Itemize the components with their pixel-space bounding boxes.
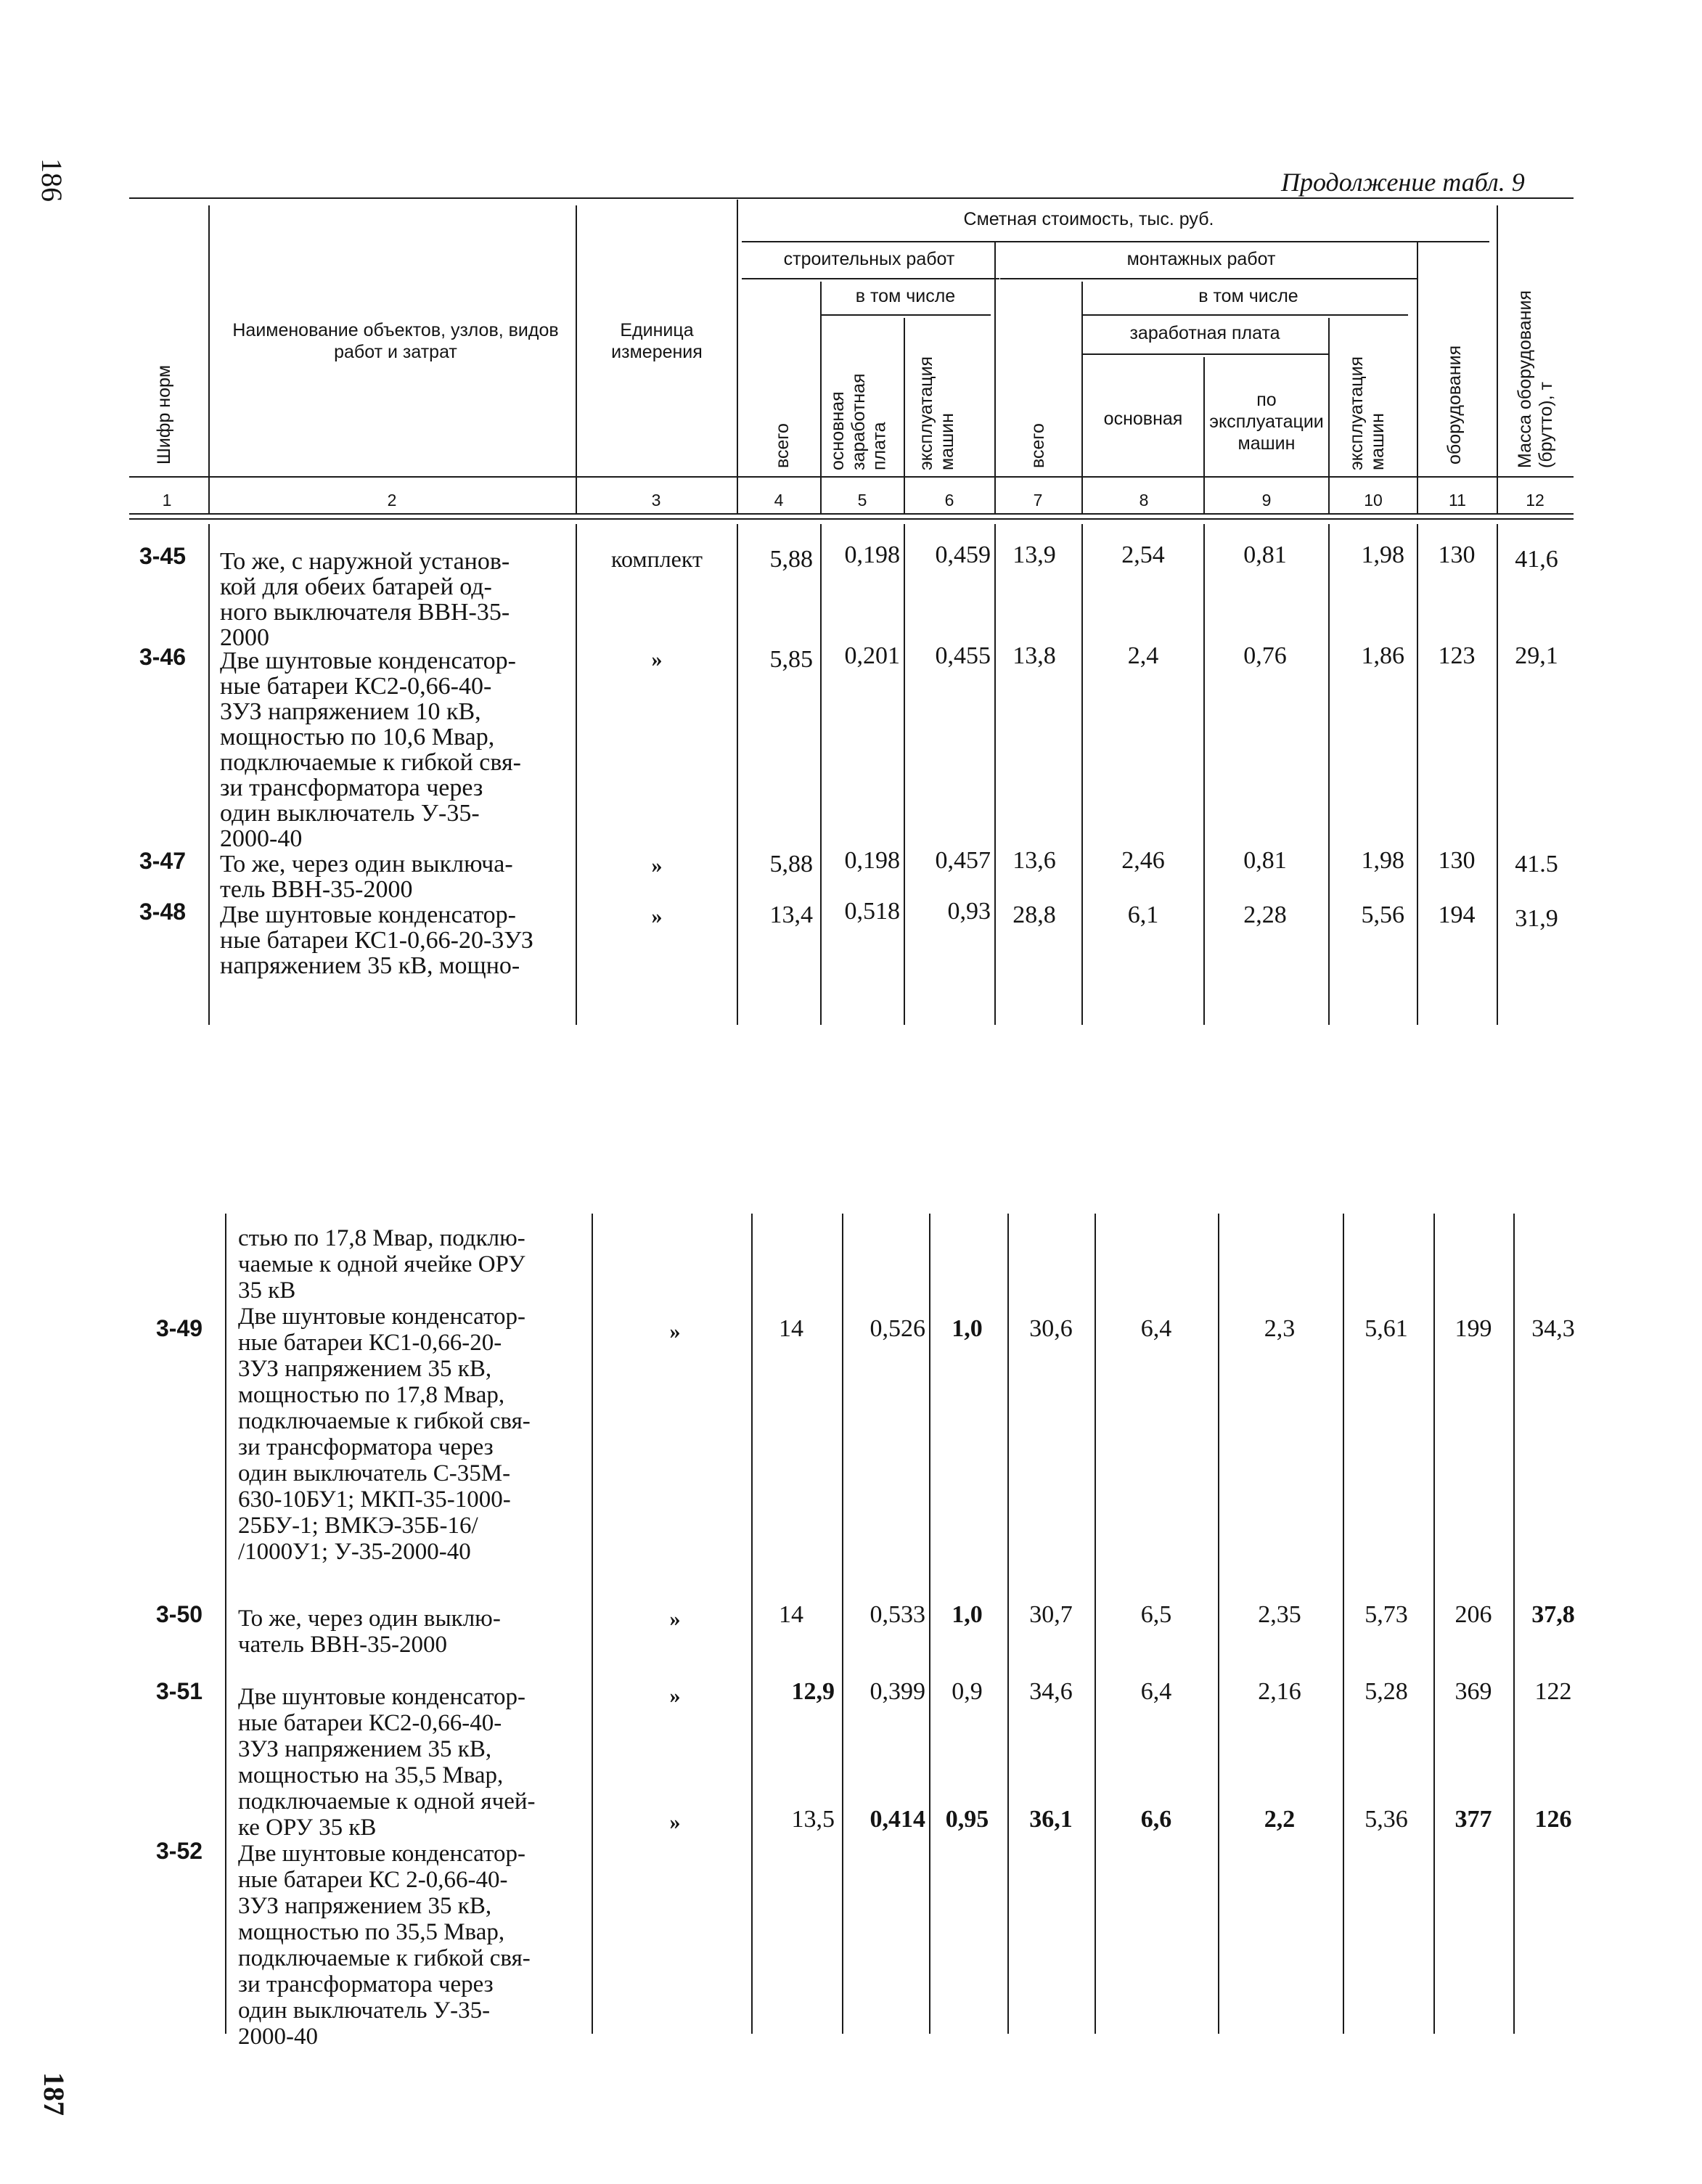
header-basic: основная xyxy=(1103,409,1183,429)
row-description: Две шунтовые конденсатор- ные батареи КС1-0,66-20-3УЗ напряжением 35 кВ, мощно- xyxy=(220,901,533,979)
value-machines: 1,98 xyxy=(1361,541,1404,568)
col-number: 11 xyxy=(1449,491,1466,510)
value-mass: 37,8 xyxy=(1531,1601,1575,1628)
header-machines: эксплуатация машин xyxy=(916,356,957,470)
row-unit: » xyxy=(651,647,663,671)
value-machines: 5,61 xyxy=(1365,1315,1408,1342)
col-number: 6 xyxy=(944,491,954,510)
row-code: 3-48 xyxy=(139,899,187,925)
row-description: Две шунтовые конденсатор- ные батареи КС2-0,66-40- 3УЗ напряжением 10 кВ, мощностью по 10,6 Мвар, подключаемые к гибкой свя- зи трансформатора через один выключатель У-35- 2000-40 xyxy=(220,647,521,852)
value-machines: 1,86 xyxy=(1361,642,1404,669)
value-basic-wage: 6,5 xyxy=(1140,1601,1172,1628)
value-machine-wage: 2,16 xyxy=(1258,1678,1301,1705)
value-construction-total: 14 xyxy=(779,1315,803,1342)
row-code: 3-52 xyxy=(156,1838,203,1864)
value-construction-machines: 0,455 xyxy=(935,642,991,669)
value-construction-wage: 0,198 xyxy=(844,541,900,568)
row-description: Две шунтовые конденсатор- ные батареи КС 2-0,66-40- 3УЗ напряжением 35 кВ, мощностью по 35,5 Мвар, подключаемые к гибкой свя- зи трансформатора через один выключатель У-35- 2000-40 xyxy=(238,1841,531,2050)
col-number: 10 xyxy=(1364,491,1383,510)
header-wages: заработная плата xyxy=(1129,323,1280,343)
value-construction-machines: 0,93 xyxy=(947,898,991,925)
header-construction: строительных работ xyxy=(783,249,955,269)
value-mass: 41.5 xyxy=(1515,851,1558,878)
value-equipment: 130 xyxy=(1438,847,1476,874)
value-equipment: 369 xyxy=(1455,1678,1492,1705)
value-machine-wage: 2,2 xyxy=(1264,1806,1296,1833)
value-construction-wage: 0,518 xyxy=(844,898,900,925)
row-code: 3-49 xyxy=(156,1315,203,1341)
value-basic-wage: 2,46 xyxy=(1121,847,1165,874)
value-construction-machines: 0,95 xyxy=(945,1806,989,1833)
value-installation-total: 36,1 xyxy=(1029,1806,1073,1833)
value-construction-total: 14 xyxy=(779,1601,803,1628)
value-machines: 1,98 xyxy=(1361,847,1404,874)
header-machines2: эксплуатация машин xyxy=(1346,356,1388,470)
header-installation: монтажных работ xyxy=(1126,249,1276,269)
col-number: 4 xyxy=(774,491,784,510)
row-unit: комплект xyxy=(611,546,703,572)
value-basic-wage: 6,4 xyxy=(1140,1678,1172,1705)
value-equipment: 199 xyxy=(1455,1315,1492,1342)
value-basic-wage: 6,6 xyxy=(1140,1806,1172,1833)
header-code: Шифр норм xyxy=(154,364,174,465)
col-number: 7 xyxy=(1033,491,1043,510)
header-base-wage: основная заработная плата xyxy=(827,373,890,470)
value-construction-machines: 1,0 xyxy=(952,1315,983,1342)
value-construction-wage: 0,399 xyxy=(870,1678,925,1705)
value-machines: 5,36 xyxy=(1365,1806,1408,1833)
row-description: То же, через один выключа- тель ВВН-35-2000 xyxy=(220,851,513,903)
value-mass: 34,3 xyxy=(1531,1315,1575,1342)
value-basic-wage: 6,1 xyxy=(1127,901,1159,928)
value-construction-wage: 0,201 xyxy=(844,642,900,669)
value-mass: 29,1 xyxy=(1515,642,1558,669)
value-machine-wage: 2,28 xyxy=(1243,901,1287,928)
value-mass: 31,9 xyxy=(1515,905,1558,932)
value-mass: 126 xyxy=(1534,1806,1572,1833)
value-construction-wage: 0,414 xyxy=(870,1806,925,1833)
table-caption: Продолжение табл. 9 xyxy=(1281,168,1525,197)
value-installation-total: 13,8 xyxy=(1012,642,1056,669)
header-unit: Единица измерения xyxy=(611,320,703,362)
row-description: То же, через один выклю- чатель ВВН-35-2000 xyxy=(238,1606,501,1658)
value-construction-total: 13,5 xyxy=(791,1806,835,1833)
value-mass: 122 xyxy=(1534,1678,1572,1705)
col-number: 3 xyxy=(651,491,661,510)
value-construction-total: 5,88 xyxy=(769,851,813,878)
value-construction-machines: 0,9 xyxy=(952,1678,983,1705)
value-machines: 5,28 xyxy=(1365,1678,1408,1705)
value-installation-total: 28,8 xyxy=(1012,901,1056,928)
value-construction-wage: 0,526 xyxy=(870,1315,925,1342)
value-construction-total: 13,4 xyxy=(769,901,813,928)
value-machines: 5,56 xyxy=(1361,901,1404,928)
value-machine-wage: 0,81 xyxy=(1243,847,1287,874)
value-basic-wage: 2,4 xyxy=(1127,642,1159,669)
value-machines: 5,73 xyxy=(1365,1601,1408,1628)
value-machine-wage: 0,81 xyxy=(1243,541,1287,568)
row-description: То же, с наружной установ- кой для обеих батарей од- ного выключателя ВВН-35- 2000 xyxy=(220,548,510,651)
row-unit: » xyxy=(651,904,663,928)
value-construction-wage: 0,533 xyxy=(870,1601,925,1628)
header-total2: всего xyxy=(1028,423,1048,468)
value-construction-total: 5,85 xyxy=(769,646,813,673)
page-number-bottom: 187 xyxy=(38,2072,70,2116)
value-construction-wage: 0,198 xyxy=(844,847,900,874)
col-number: 2 xyxy=(387,491,397,510)
row-unit: » xyxy=(669,1320,681,1343)
value-construction-machines: 1,0 xyxy=(952,1601,983,1628)
col-number: 8 xyxy=(1139,491,1149,510)
value-installation-total: 30,6 xyxy=(1029,1315,1073,1342)
row-description-continuation: стью по 17,8 Мвар, подклю- чаемые к одной ячейке ОРУ 35 кВ xyxy=(238,1225,525,1304)
row-code: 3-50 xyxy=(156,1601,203,1627)
value-installation-total: 13,9 xyxy=(1012,541,1056,568)
row-code: 3-47 xyxy=(139,848,187,874)
header-including2: в том числе xyxy=(1198,286,1298,306)
row-unit: » xyxy=(669,1684,681,1708)
row-unit: » xyxy=(669,1810,681,1834)
value-construction-machines: 0,457 xyxy=(935,847,991,874)
value-mass: 41,6 xyxy=(1515,546,1558,573)
value-equipment: 377 xyxy=(1455,1806,1492,1833)
row-code: 3-51 xyxy=(156,1678,203,1704)
row-unit: » xyxy=(669,1607,681,1631)
row-description: Две шунтовые конденсатор- ные батареи КС2-0,66-40- 3УЗ напряжением 35 кВ, мощностью на 35,5 Мвар, подключаемые к одной ячей- ке ОРУ 35 кВ xyxy=(238,1684,536,1841)
header-total: всего xyxy=(772,423,793,468)
header-machine-ops: по эксплуатации машин xyxy=(1209,390,1324,454)
value-machine-wage: 2,35 xyxy=(1258,1601,1301,1628)
value-installation-total: 30,7 xyxy=(1029,1601,1073,1628)
row-description: Две шунтовые конденсатор- ные батареи КС1-0,66-20- 3УЗ напряжением 35 кВ, мощностью по 17,8 Мвар, подключаемые к гибкой свя- зи трансформатора через один выключатель С-35М- 630-10БУ1; МКП-35-1000- 25БУ-1; ВМКЭ-35Б-16/ /1000У1; У-35-2000-40 xyxy=(238,1304,531,1565)
value-equipment: 194 xyxy=(1438,901,1476,928)
header-equipment: оборудования xyxy=(1444,345,1465,465)
header-mass: Масса оборудования (брутто), т xyxy=(1515,290,1556,468)
col-number: 9 xyxy=(1261,491,1272,510)
value-equipment: 123 xyxy=(1438,642,1476,669)
value-machine-wage: 2,3 xyxy=(1264,1315,1296,1342)
value-basic-wage: 6,4 xyxy=(1140,1315,1172,1342)
col-number: 5 xyxy=(857,491,867,510)
row-unit: » xyxy=(651,854,663,878)
value-equipment: 130 xyxy=(1438,541,1476,568)
row-code: 3-45 xyxy=(139,543,187,569)
header-including: в том числе xyxy=(855,286,956,306)
value-construction-total: 12,9 xyxy=(791,1678,835,1705)
value-installation-total: 13,6 xyxy=(1012,847,1056,874)
value-equipment: 206 xyxy=(1455,1601,1492,1628)
value-basic-wage: 2,54 xyxy=(1121,541,1165,568)
header-name: Наименование объектов, узлов, видов работ и затрат xyxy=(232,320,559,362)
col-number: 12 xyxy=(1526,491,1545,510)
value-construction-total: 5,88 xyxy=(769,546,813,573)
value-machine-wage: 0,76 xyxy=(1243,642,1287,669)
value-construction-machines: 0,459 xyxy=(935,541,991,568)
col-number: 1 xyxy=(162,491,172,510)
row-code: 3-46 xyxy=(139,644,187,670)
header-estimate: Сметная стоимость, тыс. руб. xyxy=(963,209,1214,229)
page-number-top: 186 xyxy=(36,158,68,202)
value-installation-total: 34,6 xyxy=(1029,1678,1073,1705)
